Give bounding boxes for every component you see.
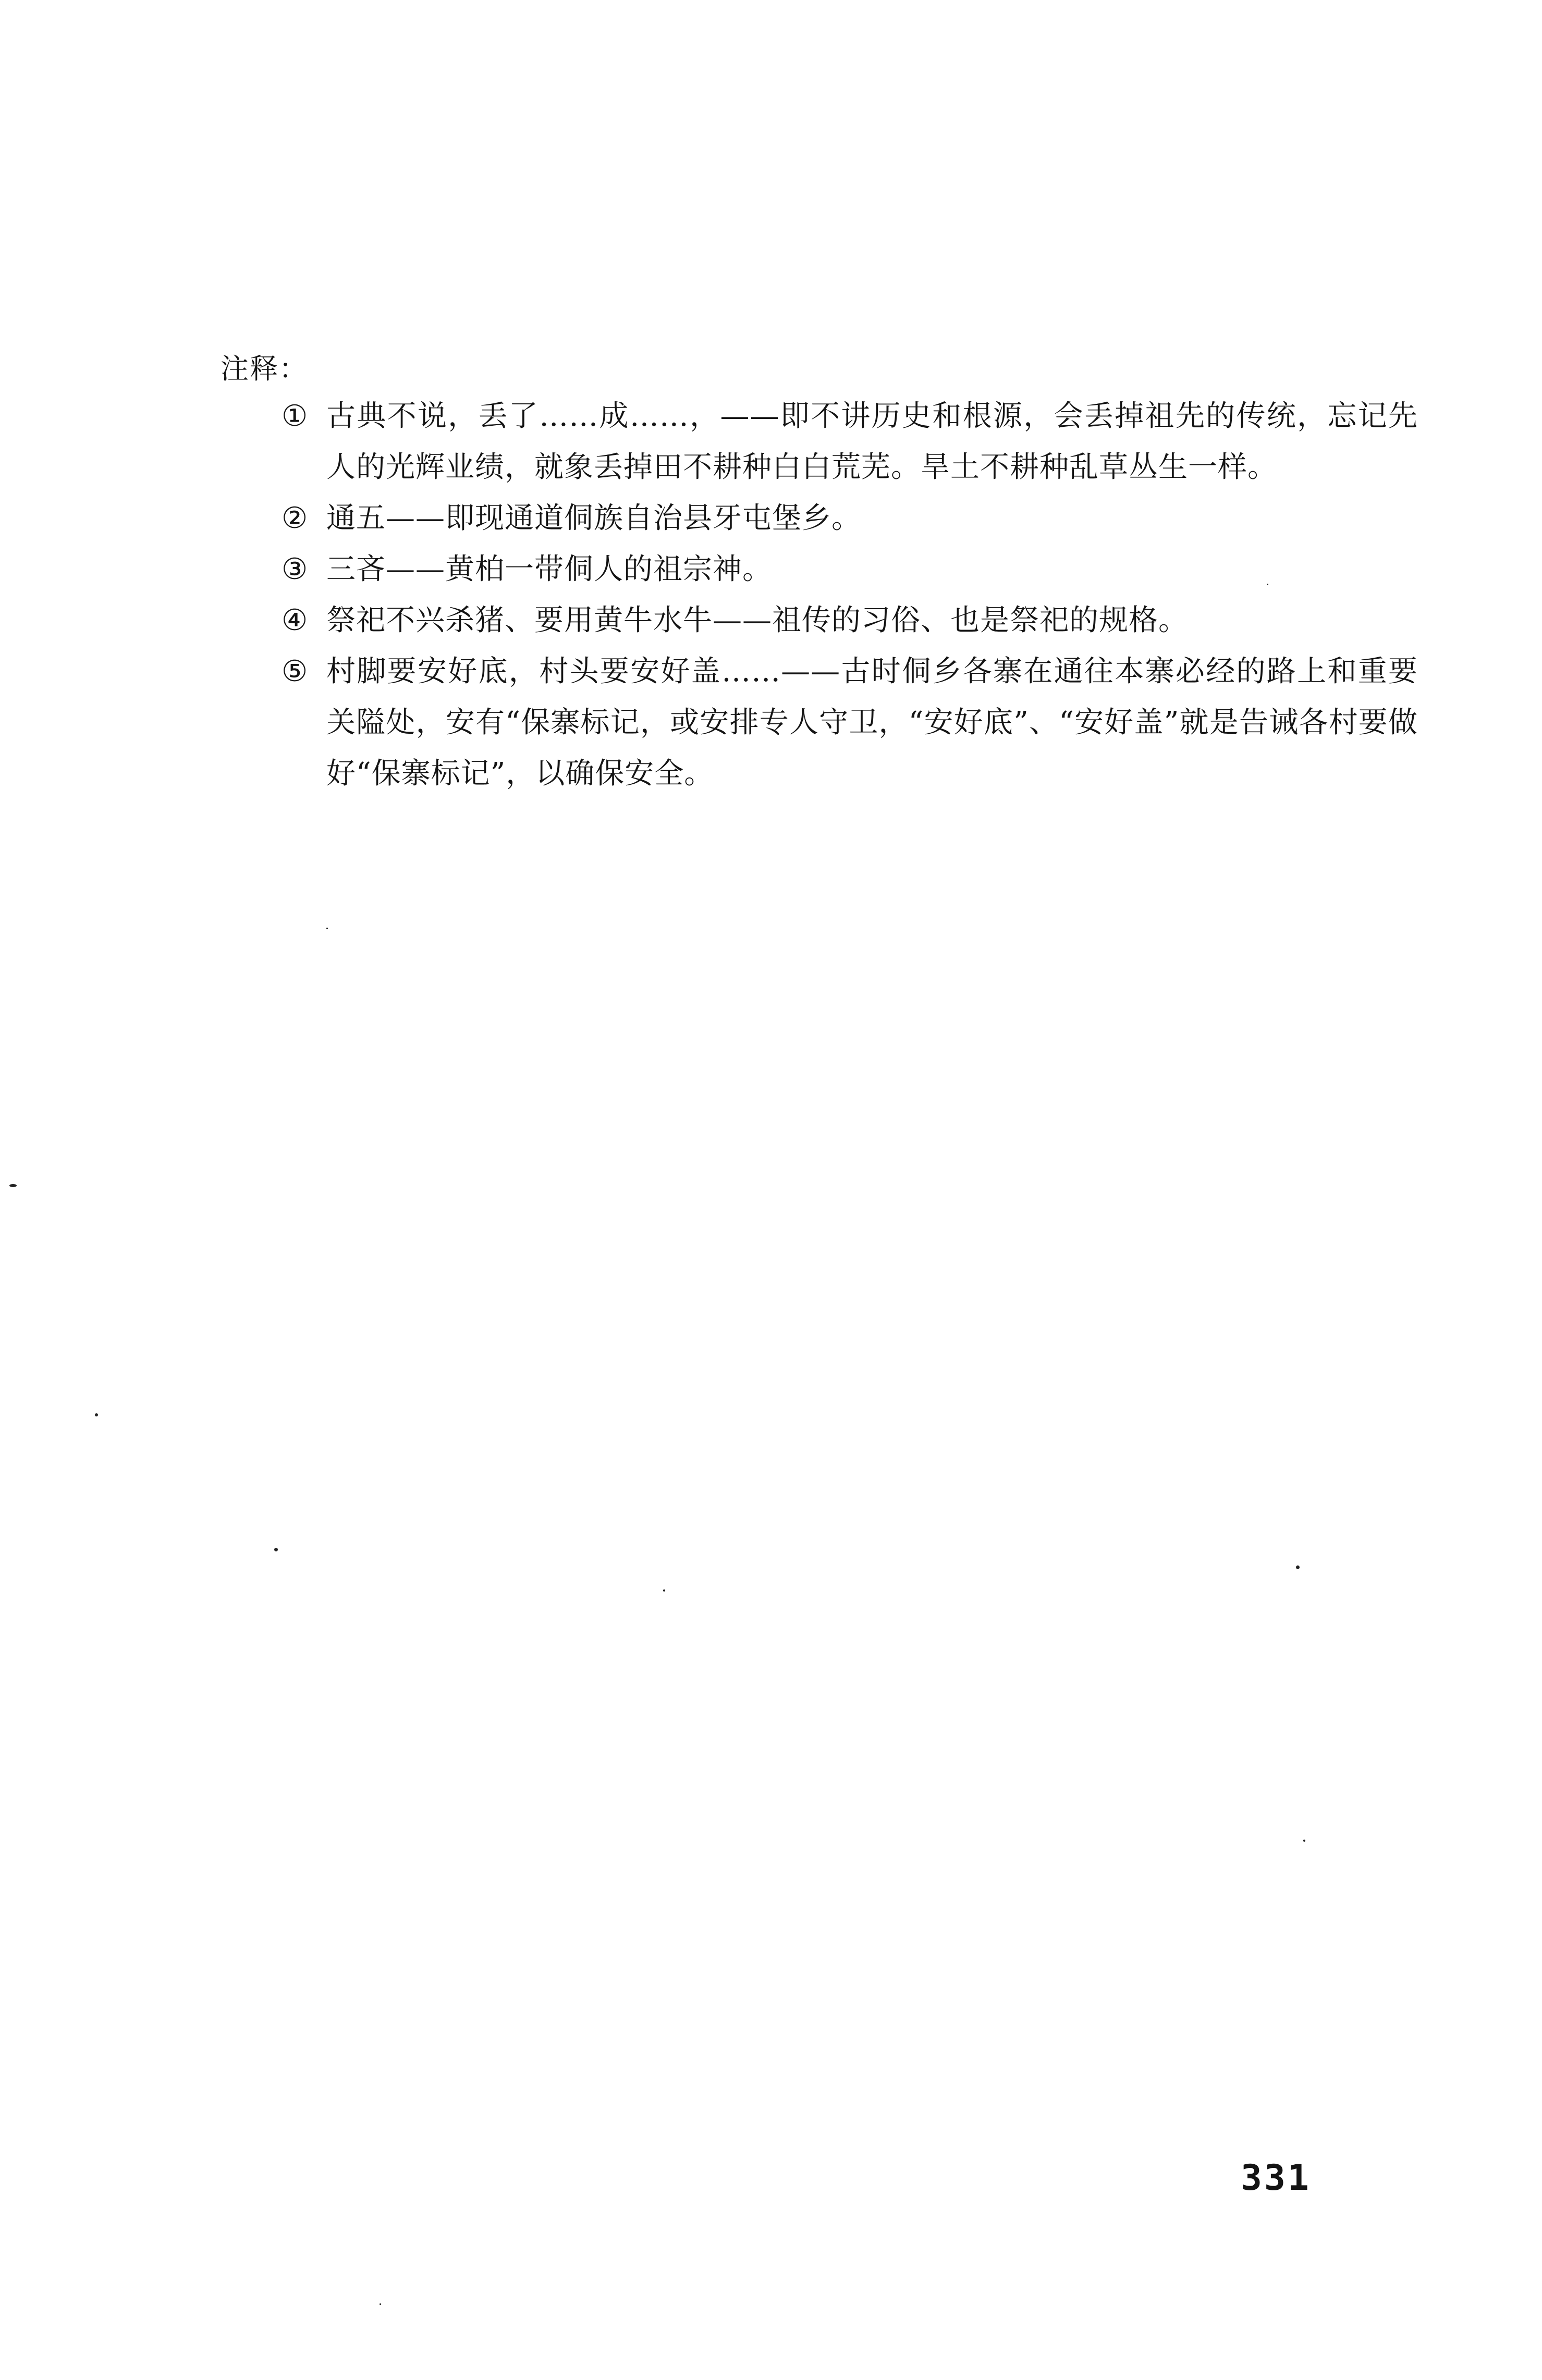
scan-speck (380, 2303, 381, 2305)
note-marker: ① (282, 399, 309, 433)
note-item-4 (282, 595, 1418, 646)
scan-speck (663, 1589, 665, 1592)
scan-speck (9, 1184, 17, 1187)
note-marker: ⑤ (282, 655, 309, 688)
scan-speck (326, 928, 328, 929)
note-text: 村脚要安好底，村头要安好盖……——古时侗乡各寨在通往本寨必经的路上和重要关隘处，安有“保寨标记，或安排专人守卫，“安好底”、“安好盖”就是告诫各村要做好“保寨标记”，以确保安全。 (326, 655, 1418, 791)
note-marker: ④ (282, 603, 309, 637)
note-text: 祭祀不兴杀猪、要用黄牛水牛——祖传的习俗、也是祭祀的规格。 (326, 603, 1188, 637)
note-item-1 (282, 391, 1418, 493)
note-item-5 (282, 646, 1418, 799)
note-text: 三吝——黄柏一带侗人的祖宗神。 (326, 552, 772, 586)
note-text: 通五——即现通道侗族自治县牙屯堡乡。 (326, 501, 861, 535)
note-item-2 (282, 493, 1418, 544)
note-text: 古典不说，丢了……成……，——即不讲历史和根源，会丢掉祖先的传统，忘记先人的光辉业绩，就象丢掉田不耕种白白荒芜。旱土不耕种乱草丛生一样。 (326, 399, 1418, 484)
page-number: 331 (1241, 2157, 1311, 2199)
scan-speck (1296, 1565, 1300, 1569)
scan-speck (95, 1413, 98, 1416)
notes-heading: 注释： (221, 352, 308, 385)
note-marker: ② (282, 501, 309, 535)
scan-speck (1303, 1840, 1305, 1842)
note-item-3 (282, 544, 1418, 595)
notes-list (282, 391, 1418, 799)
scan-speck (1267, 584, 1268, 585)
scan-speck (274, 1548, 278, 1551)
note-marker: ③ (282, 552, 309, 586)
